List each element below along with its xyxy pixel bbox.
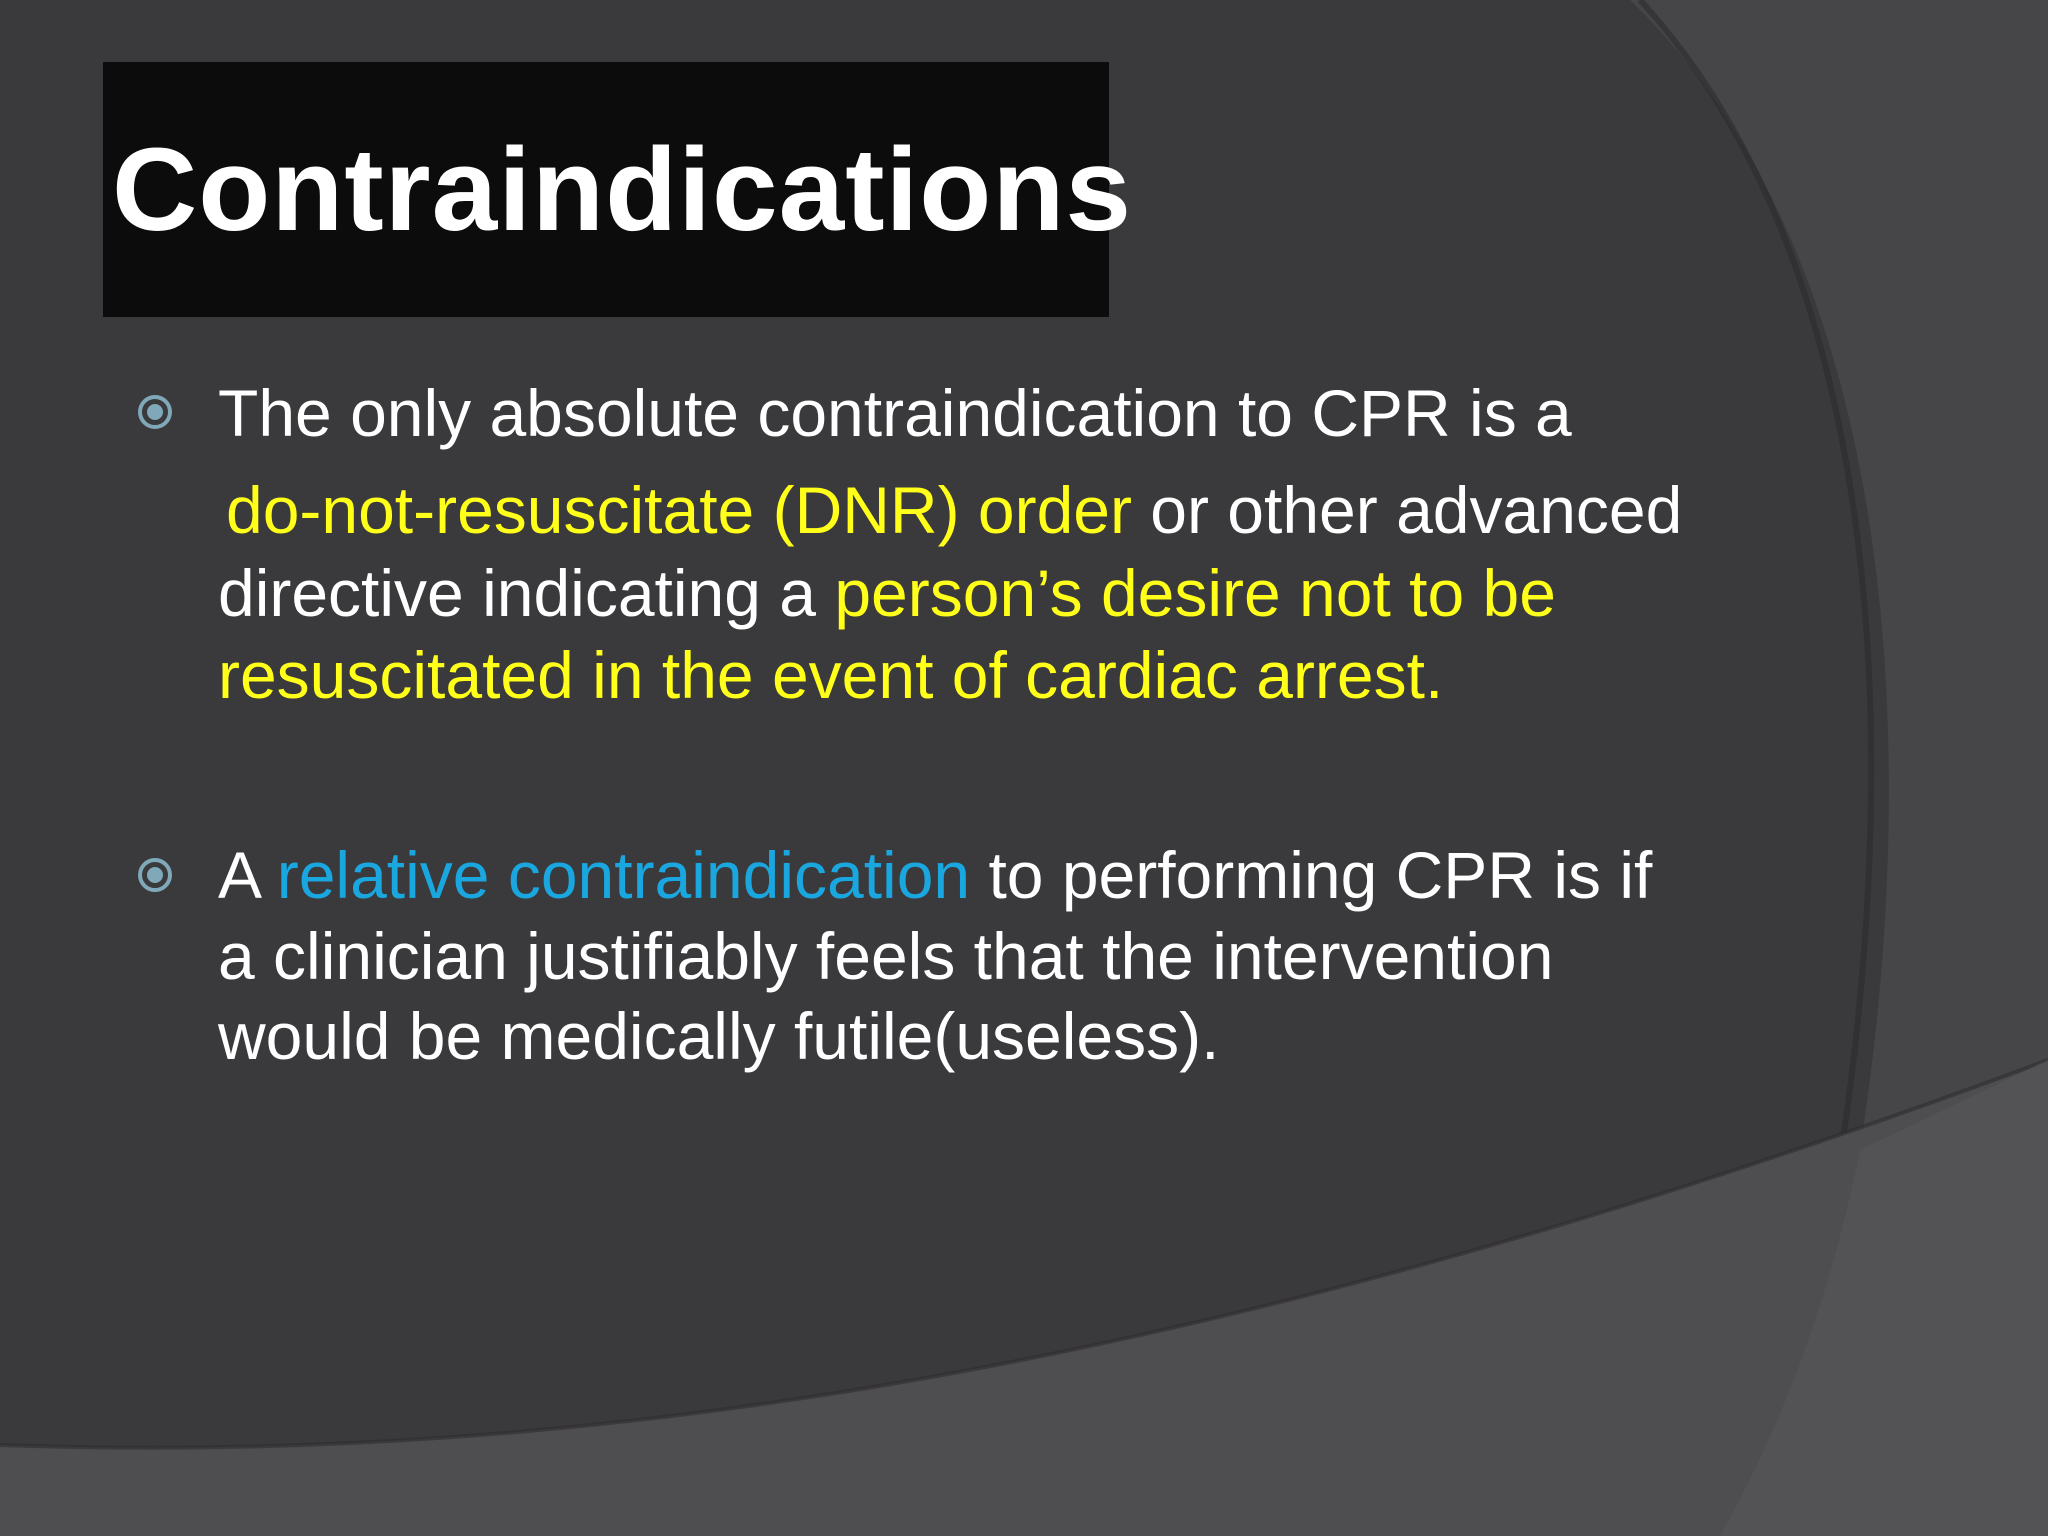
slide-title: Contraindications [112, 124, 1133, 256]
bullet-2-line-1-rest: to performing CPR is if [970, 838, 1653, 912]
circled-dot-icon [136, 856, 174, 894]
bullet-1-line-4: resuscitated in the event of cardiac arrest. [218, 638, 1444, 712]
bullet-1-line-3 [218, 555, 1556, 631]
bullet-2-line-3: would be medically futile(useless). [218, 999, 1220, 1073]
dnr-order-highlight: do-not-resuscitate (DNR) order [226, 473, 1132, 547]
bullet-2-line-1 [218, 837, 1652, 913]
bullet-1-line-3-plain: directive indicating a [218, 556, 835, 630]
circled-dot-icon [136, 393, 174, 431]
relative-contraindication-highlight: relative contraindication [276, 838, 971, 912]
persons-desire-highlight: person’s desire not to be [834, 556, 1556, 630]
bullet-2-line-2: a clinician justifiably feels that the intervention [218, 919, 1554, 993]
bullet-1-line-2-rest: or other advanced [1131, 473, 1683, 547]
bullet-2-line-1-start: A [218, 838, 277, 912]
bullet-1-line-1: The only absolute contraindication to CPR is a [218, 376, 1572, 450]
bullet-1-line-2 [226, 472, 1682, 548]
